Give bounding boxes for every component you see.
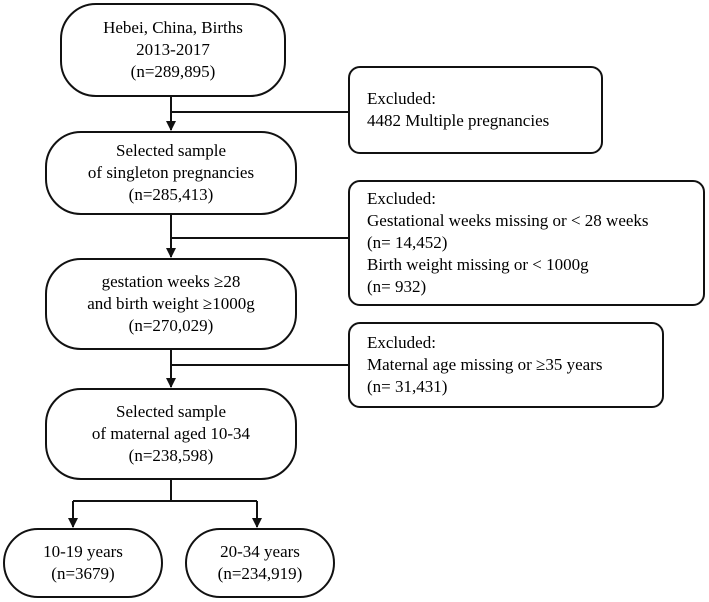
exclusion-gest-weight-line-3: (n= 14,452)	[367, 233, 448, 252]
box-gestation	[45, 258, 297, 350]
exclusion-multiple-line-2: 4482 Multiple pregnancies	[367, 111, 550, 130]
box-maternal-line-2: of maternal aged 10-34	[91, 424, 251, 443]
box-singleton-line-3: (n=285,413)	[128, 185, 214, 204]
box-maternal	[45, 388, 297, 480]
exclusion-gest-weight	[348, 180, 705, 306]
box-gestation-line-1: gestation weeks ≥28	[101, 272, 241, 291]
box-singleton	[45, 131, 297, 215]
exclusion-maternal-age-line-1: Excluded:	[367, 333, 436, 352]
exclusion-gest-weight-line-4: Birth weight missing or < 1000g	[367, 255, 589, 274]
box-maternal-line-1: Selected sample	[116, 402, 226, 421]
box-births-line-2: 2013-2017	[136, 40, 210, 59]
exclusion-gest-weight-line-1: Excluded:	[367, 189, 436, 208]
box-adult-group	[185, 528, 335, 598]
exclusion-gest-weight-line-2: Gestational weeks missing or < 28 weeks	[367, 211, 649, 230]
box-adult-line-1: 20-34 years	[220, 542, 300, 561]
box-births-line-1: Hebei, China, Births	[103, 18, 243, 37]
box-young-line-1: 10-19 years	[43, 542, 123, 561]
exclusion-multiple-line-1: Excluded:	[367, 89, 436, 108]
exclusion-gest-weight-line-5: (n= 932)	[367, 277, 427, 296]
box-gestation-line-3: (n=270,029)	[128, 316, 214, 335]
exclusion-maternal-age-line-3: (n= 31,431)	[367, 377, 448, 396]
box-young-line-2: (n=3679)	[51, 564, 115, 583]
box-maternal-line-3: (n=238,598)	[128, 446, 214, 465]
box-singleton-line-2: of singleton pregnancies	[87, 163, 255, 182]
box-singleton-line-1: Selected sample	[116, 141, 226, 160]
box-births	[60, 3, 286, 97]
box-adult-line-2: (n=234,919)	[217, 564, 303, 583]
exclusion-maternal-age-line-2: Maternal age missing or ≥35 years	[367, 355, 603, 374]
box-young-group	[3, 528, 163, 598]
exclusion-multiple	[348, 66, 603, 154]
box-gestation-line-2: and birth weight ≥1000g	[87, 294, 255, 313]
box-births-line-3: (n=289,895)	[130, 62, 216, 81]
exclusion-maternal-age	[348, 322, 664, 408]
